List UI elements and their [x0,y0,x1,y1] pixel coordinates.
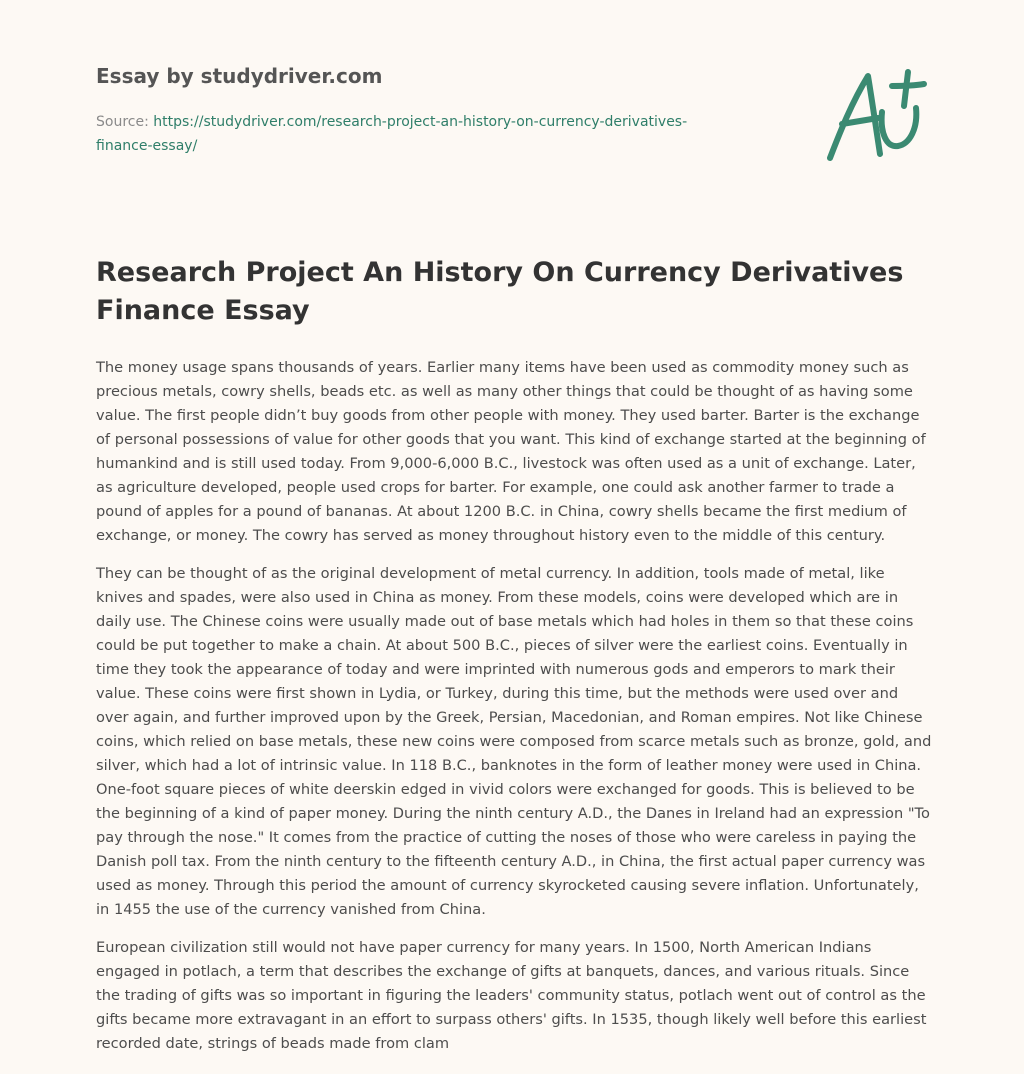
article-body [96,356,932,1070]
source-label: Source: [96,114,149,130]
site-brand: Essay by studydriver.com [96,64,383,88]
source-line [96,110,736,158]
article-title: Research Project An History On Currency Derivatives Finance Essay [96,257,904,326]
paragraph-1: The money usage spans thousands of years. Earlier many items have been used as commodity money such as precious metals, cowry shells, beads etc. as well as many other things that could be thought of as having some value. The first people didn’t buy goods from other people with money. They used barter. Barter is the exchange of personal possessions of value for other goods that you want. This kind of exchange started at the beginning of humankind and is still used today. From 9,000-6,000 B.C., livestock was often used as a unit of exchange. Later, as agriculture developed, people used crops for barter. For example, one could ask another farmer to trade a pound of apples for a pound of bananas. At about 1200 B.C. in China, cowry shells became the first medium of exchange, or money. The cowry has served as money throughout history even to the middle of this century. [96,359,926,544]
paragraph-3: European civilization still would not have paper currency for many years. In 1500, North American Indians engaged in potlach, a term that describes the exchange of gifts at banquets, dances, and various rituals. Since the trading of gifts was so important in figuring the leaders' community status, potlach went out of control as the gifts became more extravagant in an effort to surpass others' gifts. In 1535, though likely well before this earliest recorded date, strings of beads made from clam [96,939,927,1052]
source-link[interactable]: https://studydriver.com/research-project-an-history-on-currency-derivatives-finance-essay/ [96,114,688,154]
paragraph-2: They can be thought of as the original development of metal currency. In addition, tools made of metal, like knives and spades, were also used in China as money. From these models, coins were developed which are in daily use. The Chinese coins were usually made out of base metals which had holes in them so that these coins could be put together to make a chain. At about 500 B.C., pieces of silver were the earliest coins. Eventually in time they took the appearance of today and were imprinted with numerous gods and emperors to mark their value. These coins were first shown in Lydia, or Turkey, during this time, but the methods were used over and over again, and further improved upon by the Greek, Persian, Macedonian, and Roman empires. Not like Chinese coins, which relied on base metals, these new coins were composed from scarce metals such as bronze, gold, and silver, which had a lot of intrinsic value. In 118 B.C., banknotes in the form of leather money were used in China. One-foot square pieces of white deerskin edged in vivid colors were exchanged for goods. This is believed to be the beginning of a kind of paper money. During the ninth century A.D., the Danes in Ireland had an expression "To pay through the nose." It comes from the practice of cutting the noses of those who were careless in paying the Danish poll tax. From the ninth century to the fifteenth century A.D., in China, the first actual paper currency was used as money. Through this period the amount of currency skyrocketed causing severe inflation. Unfortunately, in 1455 the use of the currency vanished from China. [96,565,932,918]
page-header [96,62,736,158]
a-plus-grade-icon [812,62,940,172]
